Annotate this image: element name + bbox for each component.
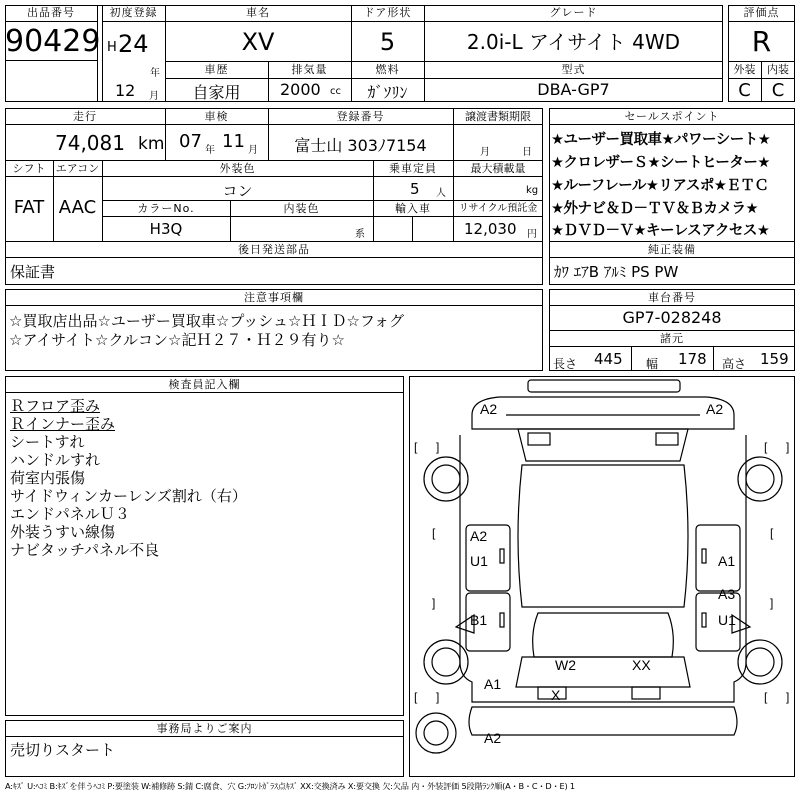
sales-points-label: セールスポイント [624,110,720,123]
plate-label: 登録番号 [336,110,385,123]
svg-text:]: ] [436,440,440,454]
aircon-value: AAC [58,197,97,218]
displacement-value: 2000 [280,80,321,99]
recycle-value: 12,030 [464,220,517,238]
height-label: 高さ [722,357,747,371]
registration-month: 12 [115,81,136,100]
inspector-line-1: Ｒフロア歪み [10,397,101,415]
door-label: ドア形状 [363,6,412,19]
inspector-line-4: ハンドルすれ [10,451,101,469]
mark-left-rear: B1 [470,612,488,628]
recycle-label: リサイクル預託金 [458,203,538,214]
load-label: 最大積載量 [470,162,526,175]
sales-line-5: ★ＤＶＤ－Ｖ★キーレスアクセス★ [551,223,770,239]
sales-line-1: ★ユーザー買取車★パワーシート★ [551,132,771,148]
displacement-unit: cc [330,86,341,97]
car-name: XV [241,28,275,56]
office-text: 売切りスタート [10,741,116,759]
mark-hood: XX [632,657,651,673]
equipment-label: 純正装備 [648,243,696,256]
registration-era: H [107,40,117,55]
equipment-value: ｶﾜ ｴｱB ｱﾙﾐ PS PW [554,263,679,281]
grade-label: グレード [549,6,598,19]
fuel-label: 燃料 [375,63,400,76]
exterior-color-value: コン [222,182,253,200]
height-value: 159 [760,350,789,368]
displacement-label: 排気量 [291,63,328,76]
inspector-line-7: エンドパネルＵ３ [10,505,130,523]
inspection-year-unit: 年 [205,145,215,156]
grade-value: 2.0i-L アイサイト 4WD [466,30,681,54]
mark-windshield: W2 [555,657,576,673]
inspector-line-9: ナビタッチパネル不良 [10,541,160,559]
later-parts-label: 後日発送部品 [238,243,310,256]
mileage-unit: km [138,134,165,154]
score-value: R [751,25,772,58]
inspection-year: 07 [179,131,202,152]
exterior-color-label: 外装色 [219,162,256,175]
history-value: 自家用 [192,83,241,102]
sales-line-2: ★クロレザーＳ★シートヒーター★ [551,155,770,171]
capacity-label: 乗車定員 [389,162,437,175]
exterior-grade: C [738,80,751,101]
inspector-line-6: サイドウィンカーレンズ割れ（右） [10,487,247,505]
model-value: DBA-GP7 [537,80,610,99]
sales-line-4: ★外ナビ＆Ｄ－ＴＶ＆Ｂカメラ★ [551,201,758,217]
inspector-label: 検査員記入欄 [168,378,241,391]
later-parts-value: 保証書 [10,263,56,281]
chassis-label: 車台番号 [648,291,696,304]
mark-left-door-u: U1 [470,553,488,569]
mileage-label: 走行 [73,110,97,123]
office-label: 事務局よりご案内 [156,722,253,735]
car-diagram-svg [410,377,796,778]
mark-front-bumper: A2 [484,730,502,746]
door-value: 5 [379,28,396,56]
width-value: 178 [678,350,707,368]
interior-color-unit: 系 [355,229,365,240]
inspection-month-unit: 月 [248,145,258,156]
score-label: 評価点 [743,6,780,19]
mark-right-rear-a: A3 [718,586,736,602]
lot-label: 出品番号 [27,6,75,19]
transfer-day: 日 [522,147,532,158]
inspection-month: 11 [222,131,245,152]
mark-right-door: A1 [718,553,736,569]
capacity-unit: 人 [436,188,446,199]
length-value: 445 [594,350,623,368]
svg-text:]: ] [786,690,790,704]
length-label: 長さ [553,357,578,371]
svg-text:]: ] [432,596,436,610]
damage-diagram [409,376,795,777]
mark-front-plate: X [551,687,561,703]
dimensions-label: 諸元 [660,332,684,345]
registration-year: 24 [118,30,149,58]
svg-text:[: [ [770,526,774,540]
recycle-unit: 円 [527,229,537,240]
transfer-month: 月 [480,147,490,158]
interior-color-label: 内装色 [283,202,320,215]
history-label: 車歴 [204,63,229,76]
sales-line-3: ★ルーフレール★リアスポ★ＥＴＣ [551,178,769,194]
transfer-deadline-label: 譲渡書類期限 [465,110,531,123]
inspector-line-3: シートすれ [10,433,85,451]
mileage-value: 74,081 [55,131,125,155]
color-number-label: カラーNo. [137,202,195,215]
exterior-grade-label: 外装 [733,63,756,76]
inspector-line-8: 外装うすい線傷 [10,523,116,541]
svg-text:]: ] [436,690,440,704]
inspection-label: 車検 [204,110,229,123]
notes-line-1: ☆買取店出品☆ユーザー買取車☆プッシュ☆ＨＩＤ☆フォグ [9,312,405,330]
shift-value: FAT [13,197,45,218]
car-name-label: 車名 [246,6,270,19]
interior-grade-label: 内装 [767,63,789,76]
color-number: H3Q [149,220,183,238]
svg-text:]: ] [770,596,774,610]
notes-line-2: ☆アイサイト☆クルコン☆記Ｈ２７・Ｈ２９有り☆ [9,331,345,349]
svg-text:]: ] [786,440,790,454]
load-unit: kg [526,185,539,196]
interior-grade: C [771,80,785,101]
notes-label: 注意事項欄 [244,291,304,304]
fuel-value: ｶﾞｿﾘﾝ [367,83,408,102]
capacity-value: 5 [410,180,420,198]
mark-rear-right: A2 [706,401,724,417]
mark-rear-left: A2 [480,401,498,417]
mark-left-door-a: A2 [470,528,488,544]
svg-text:[: [ [414,440,418,454]
plate-value: 富士山 303ﾉ7154 [294,136,427,155]
mark-right-rear-u: U1 [718,612,736,628]
import-label: 輸入車 [395,202,431,215]
lot-number: 90429 [5,24,101,59]
inspector-line-2: Ｒインナー歪み [10,415,116,433]
registration-year-unit: 年 [150,68,160,79]
svg-text:[: [ [764,440,768,454]
mark-front-left: A1 [484,676,502,692]
chassis-number: GP7-028248 [622,308,722,327]
width-label: 幅 [646,357,659,371]
registration-month-unit: 月 [149,91,159,102]
first-registration-label: 初度登録 [109,6,158,19]
svg-text:[: [ [764,690,768,704]
inspector-line-5: 荷室内張傷 [10,469,86,487]
model-label: 型式 [561,63,586,76]
legend-text: A:ｷｽﾞ U:ﾍｺﾐ B:ｷｽﾞを伴うﾍｺﾐ P:要塗装 W:補修跡 S:錆 C:腐食、穴 G:ﾌﾛﾝﾄｶﾞﾗｽ点ｷｽﾞ XX:交換済み X:要交換 欠:欠品 内・外装評価 5段階ﾗﾝｸ順(A・B・C・D・E) 1 [5,781,575,791]
shift-label: シフト [12,162,46,175]
svg-text:[: [ [414,690,418,704]
svg-text:[: [ [432,526,436,540]
aircon-label: エアコン [55,162,100,175]
